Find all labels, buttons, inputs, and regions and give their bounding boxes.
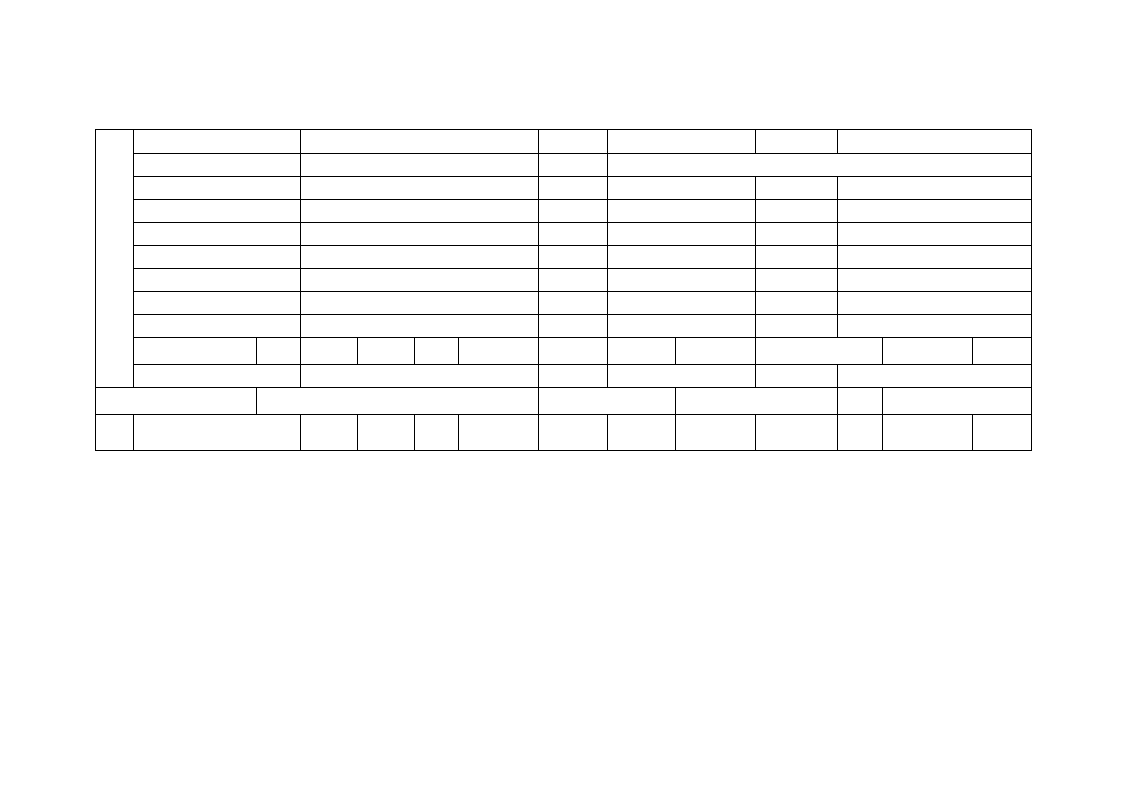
label-industry [134,154,301,177]
value-water-treatment [257,338,301,365]
value-monitor-unit [608,269,756,292]
pollutant-header-col-7 [676,415,756,451]
value-operator [257,388,539,415]
label-env-design [134,246,301,269]
value-eia-unit [838,177,1032,200]
value-ratio-1 [838,292,1032,315]
pollutant-header-col-10 [883,415,973,451]
label-env-actual [539,315,608,338]
pollutant-header-col-5 [539,415,608,451]
value-project-name [301,130,539,154]
label-finish-date [539,223,608,246]
label-new-gas-capacity [539,365,608,388]
value-annual-hours [838,365,1032,388]
value-gas-treatment [358,338,415,365]
pollutant-header-col-3 [415,415,459,451]
label-project-code [539,130,608,154]
label-ratio-2 [756,315,838,338]
section-project [96,130,134,388]
label-other-cost [883,338,973,365]
value-actual-capacity [608,177,756,200]
value-other-cost [973,338,1032,365]
pollutant-header-col-4 [459,415,539,451]
value-new-water-capacity [301,365,539,388]
value-finish-date [608,223,756,246]
label-accept-unit [134,269,301,292]
label-eia-unit [756,177,838,200]
value-noise-treatment [459,338,539,365]
label-monitor-condition [756,269,838,292]
value-ratio-2 [838,315,1032,338]
label-approval-no [539,200,608,223]
label-new-water-capacity [134,365,301,388]
pollutant-header-col-11 [973,415,1032,451]
value-industry [301,154,539,177]
pollutant-header-name [134,415,301,451]
value-new-gas-capacity [608,365,756,388]
pollutant-header-col-6 [608,415,676,451]
label-monitor-unit [539,269,608,292]
value-credit-code [676,388,838,415]
label-invest-budget [134,292,301,315]
registration-table [95,129,1032,451]
pollutant-header-col-8 [756,415,838,451]
label-annual-hours [756,365,838,388]
label-env-budget [539,292,608,315]
value-env-design [301,246,539,269]
value-eia-type [838,200,1032,223]
label-location [756,130,838,154]
value-nature [608,154,1032,177]
label-project-name [134,130,301,154]
pollutant-header-col-1 [301,415,358,451]
value-accept-unit [301,269,539,292]
value-env-budget [608,292,756,315]
section-pollutant [96,415,134,451]
value-start-date [301,223,539,246]
value-invest-budget [301,292,539,315]
pollutant-header-col-9 [838,415,883,451]
value-design-capacity [301,177,539,200]
label-nature [539,154,608,177]
value-permit-no [838,246,1032,269]
label-credit-code [539,388,676,415]
label-greening [676,338,756,365]
label-gas-treatment [301,338,358,365]
label-start-date [134,223,301,246]
label-actual-capacity [539,177,608,200]
label-approval-org [134,200,301,223]
value-invest-actual [301,315,539,338]
value-approval-org [301,200,539,223]
value-project-code [608,130,756,154]
label-permit-no [756,246,838,269]
label-noise-treatment [415,338,459,365]
value-accept-time [883,388,1032,415]
label-ratio-1 [756,292,838,315]
label-permit-date [756,223,838,246]
pollutant-header-col-2 [358,415,415,451]
value-permit-date [838,223,1032,246]
label-water-treatment [134,338,257,365]
value-location [838,130,1032,154]
value-env-actual [608,315,756,338]
label-operator [96,388,257,415]
value-solid-treatment [608,338,676,365]
label-eia-type [756,200,838,223]
value-greening [756,338,883,365]
value-approval-no [608,200,756,223]
label-invest-actual [134,315,301,338]
label-accept-time [838,388,883,415]
label-design-capacity [134,177,301,200]
value-monitor-condition [838,269,1032,292]
label-solid-treatment [539,338,608,365]
value-env-construct [608,246,756,269]
label-env-construct [539,246,608,269]
